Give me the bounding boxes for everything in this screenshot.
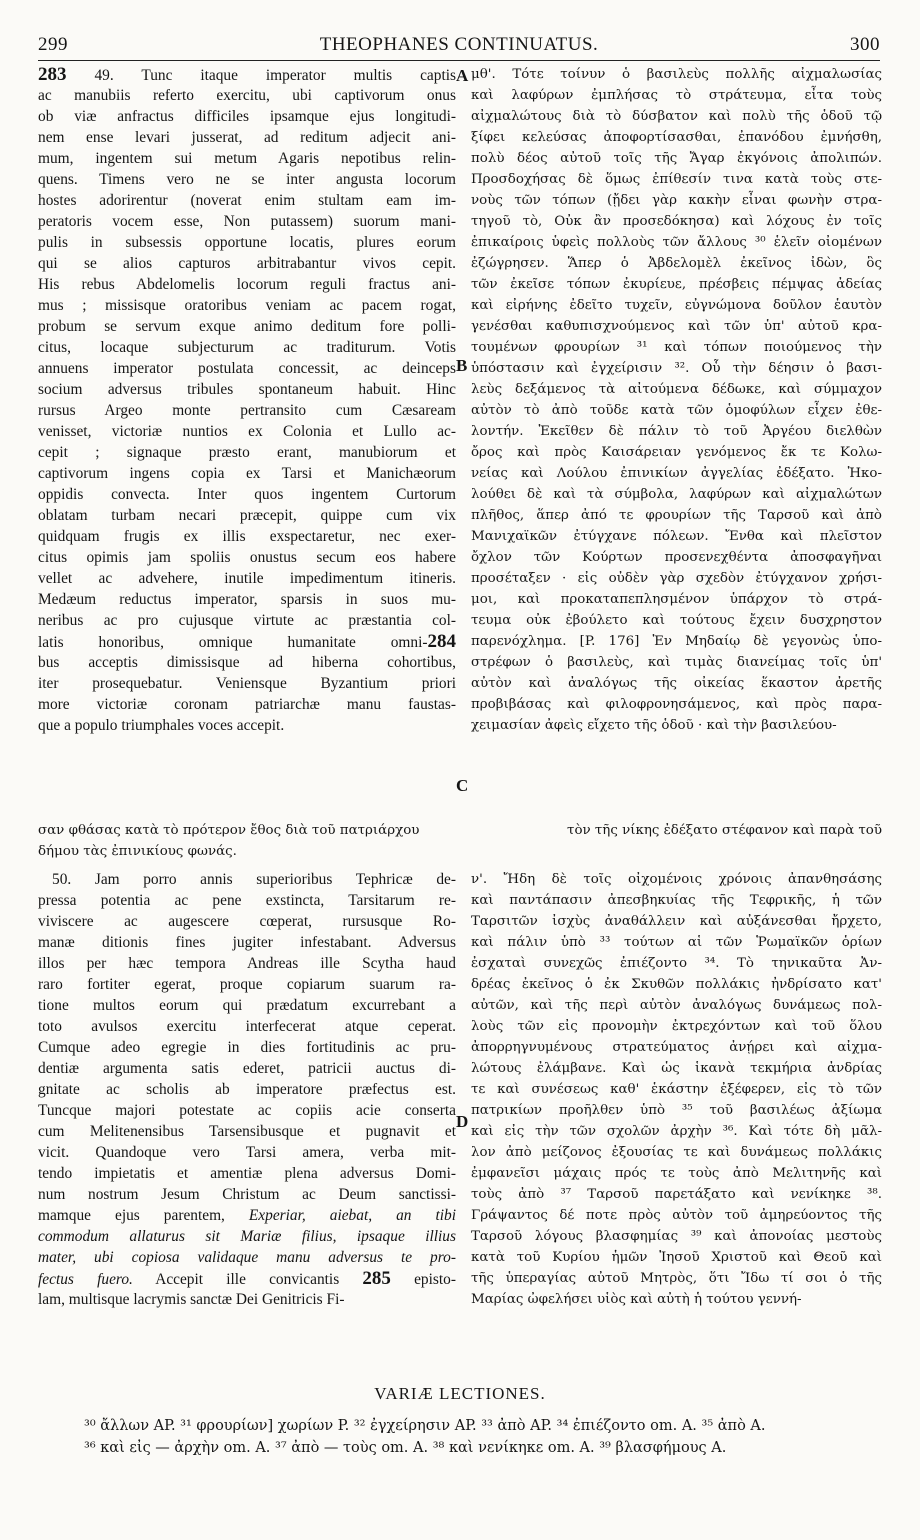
latin-line — [38, 106, 456, 127]
latin-line — [38, 484, 456, 505]
latin-line — [38, 1205, 456, 1226]
greek-line: λον ἀπὸ μείζονος ἐξουσίας τε καὶ δυνάμεως πολλάκις — [471, 1145, 882, 1160]
line-text: mus ; missisque oratoribus veniam ac pacem rogat, — [38, 297, 456, 314]
greek-line: τουμένων φρουρίων ³¹ καὶ τόπων ποιούμενος τὴν — [471, 340, 882, 355]
greek-line: ἐμφανεῖσι μάχαις πρός τε τοὺς ἀπὸ Μελιτηνῆς καὶ — [471, 1166, 882, 1181]
line-text: quens. Timens vero ne se inter angusta locorum — [38, 171, 456, 188]
greek-line: δρέας ἐκεῖνος ὁ ἐκ Σκυθῶν πολλάκις ἠνδρίσατο κατ' — [471, 977, 882, 992]
variae-line-2: ³⁶ καὶ εἰς — ἀρχὴν om. A. ³⁷ ἀπὸ — τοὺς om. A. ³⁸ καὶ νενίκηκε om. A. ³⁹ βλασφήμους A. — [84, 1440, 727, 1456]
greek-line: νοὺς τῶν τόπων (ᾔδει γὰρ κακὴν εἶναι φωνὴν στρα- — [471, 193, 882, 208]
line-text: socium adversus tribules spontaneum habuit. Hinc — [38, 381, 456, 398]
line-text: latis honoribus, — [38, 634, 199, 651]
greek-line: τε καὶ συνέσεως καθ' ἑκάστην ἐξέφερεν, εἰς τὸ τῶν — [471, 1082, 882, 1097]
greek-line: λεὺς δεξάμενος τὰ αἰτούμενα δέδωκε, καὶ σύμμαχον — [471, 382, 882, 397]
line-text: 49. Tunc itaque imperator multis captis — [66, 67, 456, 84]
line-text: Accepit ille convicantis — [132, 1271, 363, 1288]
latin-line — [38, 1037, 456, 1058]
line-text: annuens imperator postulata concessit, ac deinceps — [38, 360, 456, 377]
line-text: His rebus Abdelomelis locorum reguli fractus ani- — [38, 276, 456, 293]
latin-line — [38, 274, 456, 295]
greek-line: ἐζώγρησεν. Ἅπερ ὁ Ἀβδελομὲλ ἐκεῖνος ἰδὼν, ὃς — [471, 256, 882, 271]
line-text: illos per hæc tempora Andreas ille Scytha haud — [38, 955, 456, 972]
greek-column-bottom — [471, 869, 882, 1310]
greek-overflow-line — [38, 823, 882, 844]
latin-line — [38, 400, 456, 421]
latin-line — [38, 974, 456, 995]
greek-line: αἰχμαλώτους διὰ τὸ δύσβατον καὶ πολὺ τῆς ὁδοῦ τῷ — [471, 109, 882, 124]
italic-quote: fectus fuero. — [38, 1271, 133, 1288]
greek-line: καὶ πάλιν ὑπὸ ³³ τούτων αἱ τῶν Ῥωμαϊκῶν ὁρίων — [471, 935, 882, 950]
greek-line: ἐπικαίροις ὑφεὶς πολλοὺς τῶν ἄλλους ³⁰ ἑλεῖν οἰομένων — [471, 235, 882, 250]
latin-line — [38, 295, 456, 316]
latin-column-bottom — [38, 869, 456, 1310]
column-number: 284 — [427, 631, 456, 652]
greek-line: καὶ λαφύρων ἐμπλήσας τὸ στράτευμα, εἶτα τοὺς — [471, 88, 882, 103]
greek-line: ν'. Ἤδη δὲ τοῖς οἰχομένοις χρόνοις ἀπανθησάσης — [471, 872, 882, 887]
page-number-right: 300 — [850, 34, 880, 55]
greek-line: κατὰ τοῦ Κυρίου ἡμῶν Ἰησοῦ Χριστοῦ καὶ Θεοῦ καὶ — [471, 1250, 882, 1265]
line-text: citus, locaque subjecturum ac traditurum. Votis — [38, 339, 456, 356]
page-number-left: 299 — [38, 34, 68, 55]
greek-overflow-line-2: δήμου τὰς ἐπινικίους φωνάς. — [38, 844, 237, 859]
running-title: THEOPHANES CONTINUATUS. — [319, 34, 599, 55]
greek-line: μθ'. Τότε τοίνυν ὁ βασιλεὺς πολλῆς αἰχμαλωσίας — [471, 67, 882, 82]
line-text: bus acceptis dimissisque ad hiberna cohortibus, — [38, 654, 456, 671]
line-text: neribus ac pro cujusque virtute ac præstantia col- — [38, 612, 456, 629]
line-text: vicit. Quandoque vero Tarsi amera, verba mit- — [38, 1144, 456, 1161]
latin-line — [38, 64, 456, 85]
greek-overflow-right: τὸν τῆς νίκης ἐδέξατο στέφανον καὶ παρὰ τοῦ — [567, 823, 882, 838]
line-text: Cumque adeo egregie in dies fortitudinis ac pru- — [38, 1039, 456, 1056]
line-text: pulis in subsessis opportune locatis, plures eorum — [38, 234, 456, 251]
latin-line — [38, 673, 456, 694]
greek-line: Μαρίας ὠφελήσει υἱὸς καὶ αὐτὴ ἡ τούτου γεννή- — [471, 1292, 802, 1307]
latin-line — [38, 442, 456, 463]
latin-line — [38, 652, 456, 673]
latin-line — [38, 1226, 456, 1247]
line-text: quidquam frugis ex illis exspectaretur, nec exer- — [38, 528, 456, 545]
greek-line: ξίφει κελεύσας ἀποφορτίσασθαι, ἐπανόδου ἐμνήσθη, — [471, 130, 882, 145]
latin-line — [38, 1100, 456, 1121]
line-text: qui se alios capturos arbitrabantur vivos cepit. — [38, 255, 456, 272]
greek-line: ὄρος καὶ πρὸς Καισάρειαν γενόμενος ἔκ τε Κολω- — [471, 445, 882, 460]
greek-line: τηγοῦ τὸ, Οὐκ ἂν προσεδόκησα) καὶ λόχους ἐν τοῖς — [471, 214, 882, 229]
margin-marker-a: A — [456, 66, 469, 85]
column-number: 285 — [362, 1268, 391, 1289]
greek-line: στρέφων ὁ βασιλεὺς, καὶ τιμὰς διανείμας τοῖς ὑπ' — [471, 655, 882, 670]
greek-overflow-left: σαν φθάσας κατὰ τὸ πρότερον ἔθος διὰ τοῦ πατριάρχου — [38, 823, 420, 838]
latin-line — [38, 169, 456, 190]
latin-line — [38, 379, 456, 400]
line-text: cum Melitenensibus Tarsensibusque et pugnavit et — [38, 1123, 456, 1140]
line-text: Medæum reductus imperator, sparsis in suos mu- — [38, 591, 456, 608]
column-number: 283 — [38, 64, 67, 85]
italic-quote: commodum allaturus sit Mariæ filius, ipsaque illius — [38, 1228, 456, 1245]
line-text: tendo impietatis et amentiæ plena adversus Domi- — [38, 1165, 456, 1182]
line-text: 50. Jam porro annis superioribus Tephricæ de- — [52, 871, 456, 888]
greek-line: μοι, καὶ προκαταπεπλησμένον ὑπάρχον τὸ στρά- — [471, 592, 882, 607]
latin-line — [38, 631, 456, 652]
greek-line: ἀπορρηγνυμένους στρατεύματος ἀνῄρει καὶ αἰχμα- — [471, 1040, 882, 1055]
greek-line: αὐτῶν, καὶ τῆς περὶ αὐτὸν ἀναλόγως δυνάμεως πολ- — [471, 998, 882, 1013]
italic-quote: Experiar, aiebat, an tibi — [224, 1207, 456, 1224]
greek-line: τευμα οὐκ ἐβούλετο καὶ τούτους ἔχειν δυσχρηστον — [471, 613, 882, 628]
latin-line — [38, 1016, 456, 1037]
latin-line — [38, 85, 456, 106]
latin-line — [38, 211, 456, 232]
line-text: venisset, victoriæ nuntios ex Colonia et Lullo ac- — [38, 423, 456, 440]
latin-line — [38, 1142, 456, 1163]
greek-line: Γράψαντος δέ ποτε πρὸς αὐτὸν τοῦ ἀμηρεύοντος τῆς — [471, 1208, 882, 1223]
greek-line: προσέταξεν · εἰς οὐδὲν γὰρ σχεδὸν ἐτύγχανον χρήσι- — [471, 571, 882, 586]
line-text: cepit ; signaque præsto erant, manubiorum et — [38, 444, 456, 461]
latin-line — [38, 1268, 456, 1289]
greek-line: Ταρσοῦ λόγους βλασφημίας ³⁹ καὶ ἀπονοίας μεστοὺς — [471, 1229, 882, 1244]
latin-line — [38, 1163, 456, 1184]
latin-line — [38, 568, 456, 589]
line-text: dentiæ argumenta satis ederet, patricii auctus di- — [38, 1060, 456, 1077]
latin-line — [38, 190, 456, 211]
line-text: Tuncque majori potestate ac copiis acie conserta — [38, 1102, 456, 1119]
greek-line: καὶ εἰρήνης ἐδεῖτο τυχεῖν, εὐγνώμονα δοῦλον ἑαυτὸν — [471, 298, 882, 313]
line-text: nem ense levari jusserat, ad reditum adjecit ani- — [38, 129, 456, 146]
latin-line — [38, 869, 456, 890]
greek-line: Μανιχαϊκῶν ἐτύγχανε πόλεων. Ἔνθα καὶ πλεῖστον — [471, 529, 882, 544]
line-text: gnitate ac scholis ab imperatore præfectus est. — [38, 1081, 456, 1098]
line-text: tione multos eorum qui prædatum excurrebant a — [38, 997, 456, 1014]
line-text: iter prosequebatur. Veniensque Byzantium priori — [38, 675, 456, 692]
latin-line — [38, 932, 456, 953]
latin-line — [38, 694, 456, 715]
line-text: mamque ejus parentem, — [38, 1207, 225, 1224]
margin-marker-d: D — [456, 1112, 469, 1131]
line-text: ob viæ anfractus difficiles ipsamque ejus longitudi- — [38, 108, 456, 125]
line-text: more victoriæ coronam patriarchæ manu faustas- — [38, 696, 456, 713]
line-text: probum se servum exque animo deditum fore polli- — [38, 318, 456, 335]
latin-line — [38, 505, 456, 526]
line-text: raro fortiter egerat, proque copiarum suarum ra- — [38, 976, 456, 993]
greek-line: ὑπόστασιν καὶ ἐγχείρισιν ³². Οὗ τὴν δέησιν ὁ βασι- — [471, 361, 882, 376]
line-text: pressa potentia ac pene exstincta, Tarsitarum re- — [38, 892, 456, 909]
margin-marker-b: B — [456, 356, 468, 375]
latin-line — [38, 1079, 456, 1100]
latin-line — [38, 253, 456, 274]
line-text: omnique humanitate omni- — [198, 634, 428, 651]
latin-line — [38, 358, 456, 379]
greek-line: καὶ εἰς τὴν τῶν σχολῶν ἀρχὴν ³⁶. Καὶ τότε δὴ μᾶλ- — [471, 1124, 882, 1139]
greek-line: λοντήν. Ἐκεῖθεν δὲ πάλιν τὸ τοῦ Ἀργέου διελθὼν — [471, 424, 882, 439]
greek-line: λώτους ἐλάμβανε. Καὶ ὡς ἱκανὰ τεκμήρια ἀνδρίας — [471, 1061, 882, 1076]
greek-line: τοὺς ἀπὸ ³⁷ Ταρσοῦ παρετάξατο καὶ νενίκηκε ³⁸. — [471, 1187, 882, 1202]
line-text: viviscere ac augescere cœperat, rursusque Ro- — [38, 913, 456, 930]
latin-line — [38, 148, 456, 169]
latin-line — [38, 547, 456, 568]
greek-line: λούθει δὲ καὶ τὰ σύμβολα, λαφύρων καὶ αἰχμαλώτων — [471, 487, 882, 502]
greek-line: πολὺ δέος αὐτοῦ τοῖς τῆς Ἄγαρ ἐκγόνοις ἀπολιπών. — [471, 151, 882, 166]
greek-line: προβιβάσας καὶ φιλοφρονησάμενος, καὶ πρὸς παρα- — [471, 697, 882, 712]
greek-line: ἐσχαταὶ συνεχῶς ἐπιέζοντο ³⁴. Τὸ τηνικαῦτα Ἀν- — [471, 956, 882, 971]
line-text: episto- — [390, 1271, 456, 1288]
latin-line — [38, 715, 456, 736]
greek-line: πλῆθος, ἅπερ ἀπό τε φρουρίων τῆς Ταρσοῦ καὶ ἀπὸ — [471, 508, 882, 523]
line-text: que a populo triumphales voces accepit. — [38, 717, 285, 734]
line-text: hostes adorirentur (noverat enim stultam eam im- — [38, 192, 456, 209]
latin-line — [38, 890, 456, 911]
greek-line: παρενόχλημα. [P. 176] Ἐν Μηδαίῳ δὲ γεγονὼς ὑπο- — [471, 634, 882, 649]
latin-column-top — [38, 64, 456, 736]
latin-line — [38, 1247, 456, 1268]
latin-line — [38, 1121, 456, 1142]
latin-line — [38, 953, 456, 974]
latin-line — [38, 1289, 456, 1310]
latin-line — [38, 127, 456, 148]
greek-line: τῶν ἐκεῖσε τόπων ἐκυρίευε, πρέσβεις πέμψας ἀδείας — [471, 277, 882, 292]
line-text: manæ ditionis fines jugiter infestabant. Adversus — [38, 934, 456, 951]
line-text: oblatam turbam necari præcepit, quippe cum vix — [38, 507, 456, 524]
line-text: mum, ingentem sui metum Agaris nepotibus relin- — [38, 150, 456, 167]
latin-line — [38, 610, 456, 631]
variae-lectiones-title: VARIÆ LECTIONES. — [374, 1384, 546, 1403]
line-text: captivorum ingens copia ex Tarsi et Manichæorum — [38, 465, 456, 482]
greek-line: πατρικίων προῆλθεν ὑπὸ ³⁵ τοῦ βασιλέως ἀξίωμα — [471, 1103, 882, 1118]
italic-quote: mater, ubi copiosa validaque manu adversus te pro- — [38, 1249, 456, 1266]
latin-line — [38, 316, 456, 337]
latin-line — [38, 1184, 456, 1205]
greek-line: τῆς ὑπεραγίας αὐτοῦ Μητρὸς, ὅτι Ἴδω τί σοι ὁ τῆς — [471, 1271, 882, 1286]
greek-line: Ταρσιτῶν ἰσχὺς ἀναθάλλειν καὶ αὐξάνεσθαι ἤρχετο, — [471, 914, 882, 929]
greek-line: λοὺς τῶν εἰς προνομὴν ἐκτρεχόντων καὶ τοῦ ὅλου — [471, 1019, 882, 1034]
greek-column-top — [471, 64, 882, 736]
latin-line — [38, 337, 456, 358]
greek-line: νείας καὶ Λούλου ἐπινικίων ἀγγελίας ἐδέξατο. Ἠκο- — [471, 466, 882, 481]
line-text: toto avulsos exercitu interfecerat atque ceperat. — [38, 1018, 456, 1035]
variae-line-1: ³⁰ ἄλλων AP. ³¹ φρουρίων] χωρίων P. ³² ἐγχείρησιν AP. ³³ ἀπὸ AP. ³⁴ ἐπιέζοντο om. A. ³⁵ ἀπὸ A. — [84, 1418, 766, 1434]
latin-line — [38, 995, 456, 1016]
greek-line: Προσδοχήσας δὲ ὅμως ἐπίθεσίν τινα κατὰ τοὺς στε- — [471, 172, 882, 187]
greek-line: ὄχλον τῶν Κούρτων προσενεχθέντα ἀποσφαγῆναι — [471, 550, 882, 565]
greek-line: καὶ παντάπασιν ἀπεσβηκυίας τῆς Τεφρικῆς, ἡ τῶν — [471, 893, 882, 908]
latin-line — [38, 421, 456, 442]
greek-line: γενέσθαι καθυπισχνούμενος καὶ τῶν ὑπ' αὐτοῦ κρα- — [471, 319, 882, 334]
latin-line — [38, 463, 456, 484]
latin-line — [38, 1058, 456, 1079]
line-text: vellet ac advehere, inutile impedimentum itineris. — [38, 570, 456, 587]
greek-line: αὐτὸν καὶ ἀναλόγως τῆς οἰκείας ἕκαστον ἀρετῆς — [471, 676, 882, 691]
line-text: citus opimis jam spoliis onustus secum eos habere — [38, 549, 456, 566]
greek-line: χειμασίαν ἀφεὶς εἴχετο τῆς ὁδοῦ · καὶ τὴν βασιλεύου- — [471, 718, 837, 733]
latin-line — [38, 911, 456, 932]
line-text: num nostrum Jesum Christum ac Deum sanctissi- — [38, 1186, 456, 1203]
latin-line — [38, 526, 456, 547]
margin-marker-c: C — [456, 776, 469, 795]
line-text: lam, multisque lacrymis sanctæ Dei Genitricis Fi- — [38, 1291, 345, 1308]
greek-line: αὐτὸν τὸ ἀπὸ τοῦδε κατὰ τῶν ὁμοφύλων εἶχεν ἐθε- — [471, 403, 882, 418]
latin-line — [38, 589, 456, 610]
line-text: peratoris vocem esse, Non putassem) suorum mani- — [38, 213, 456, 230]
line-text: rursus Argeo monte pertransito cum Cæsaream — [38, 402, 456, 419]
latin-line — [38, 232, 456, 253]
line-text: oppidis convecta. Inter quos ingentem Curtorum — [38, 486, 456, 503]
header-rule — [38, 60, 880, 61]
line-text: ac manubiis referto exercitu, ubi captivorum onus — [38, 87, 456, 104]
